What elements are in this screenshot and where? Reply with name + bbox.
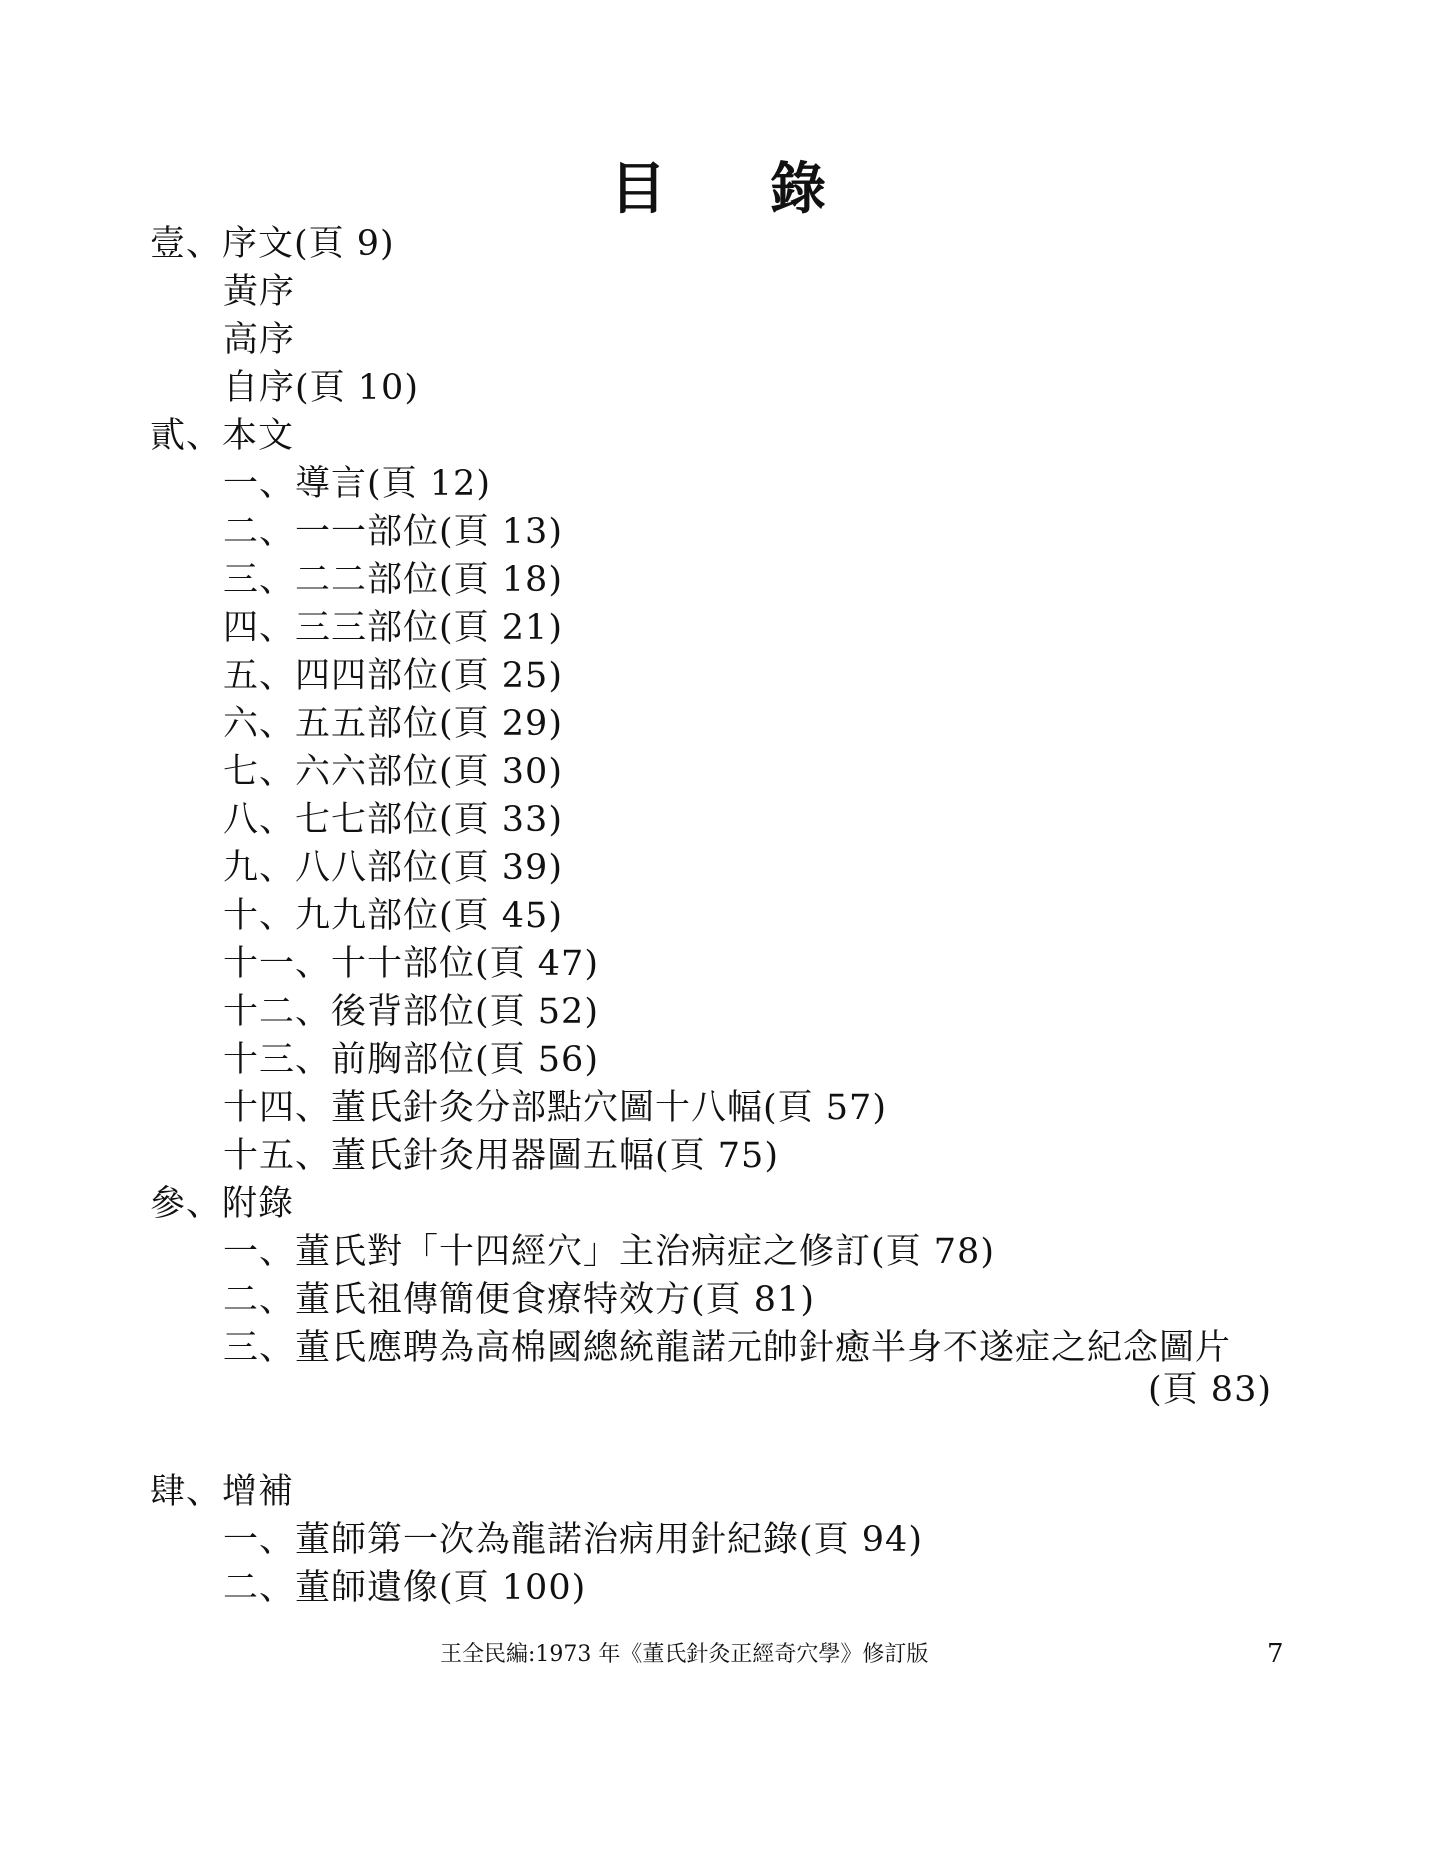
toc-entry-first-treatment-record: 一、董師第一次為龍諾治病用針紀錄(頁 94) — [223, 1520, 923, 1560]
toc-entry-region-99: 十、九九部位(頁 45) — [223, 896, 563, 936]
toc-entry-fourteen-meridians: 一、董氏對「十四經穴」主治病症之修訂(頁 78) — [223, 1232, 995, 1272]
toc-entry-author-preface: 自序(頁 10) — [223, 368, 419, 408]
toc-entry-region-66: 七、六六部位(頁 30) — [223, 752, 563, 792]
toc-entry-region-22: 三、二二部位(頁 18) — [223, 560, 563, 600]
toc-entry-region-44: 五、四四部位(頁 25) — [223, 656, 563, 696]
toc-entry-commemorative-photos: 三、董氏應聘為高棉國總統龍諾元帥針癒半身不遂症之紀念圖片 — [223, 1328, 1232, 1368]
toc-section-main-text: 貳、本文 — [150, 416, 295, 456]
page-title — [610, 150, 850, 230]
toc-section-supplement: 肆、增補 — [150, 1472, 295, 1512]
toc-section-preface: 壹、序文(頁 9) — [150, 224, 395, 264]
title-char-1: 目 — [610, 157, 666, 222]
toc-entry-commemorative-photos-page: (頁 83) — [1148, 1370, 1272, 1410]
toc-entry-tool-charts: 十五、董氏針灸用器圖五幅(頁 75) — [223, 1136, 779, 1176]
title-char-2: 錄 — [770, 157, 826, 222]
toc-entry-chest-region: 十三、前胸部位(頁 56) — [223, 1040, 599, 1080]
page-number: 7 — [1267, 1639, 1284, 1669]
toc-entry-food-therapy: 二、董氏祖傳簡便食療特效方(頁 81) — [223, 1280, 815, 1320]
toc-entry-gao-preface: 高序 — [223, 320, 296, 360]
toc-entry-huang-preface: 黃序 — [223, 272, 296, 312]
toc-entry-region-77: 八、七七部位(頁 33) — [223, 800, 563, 840]
footer-citation: 王全民編:1973 年《董氏針灸正經奇穴學》修訂版 — [440, 1642, 929, 1667]
toc-entry-region-55: 六、五五部位(頁 29) — [223, 704, 563, 744]
toc-entry-portrait: 二、董師遺像(頁 100) — [223, 1568, 587, 1608]
toc-entry-point-charts: 十四、董氏針灸分部點穴圖十八幅(頁 57) — [223, 1088, 887, 1128]
toc-entry-region-11: 二、一一部位(頁 13) — [223, 512, 563, 552]
toc-entry-region-1010: 十一、十十部位(頁 47) — [223, 944, 599, 984]
toc-entry-region-33: 四、三三部位(頁 21) — [223, 608, 563, 648]
toc-entry-back-region: 十二、後背部位(頁 52) — [223, 992, 599, 1032]
toc-entry-region-88: 九、八八部位(頁 39) — [223, 848, 563, 888]
toc-entry-introduction: 一、導言(頁 12) — [223, 464, 491, 504]
toc-section-appendix: 參、附錄 — [150, 1184, 295, 1224]
